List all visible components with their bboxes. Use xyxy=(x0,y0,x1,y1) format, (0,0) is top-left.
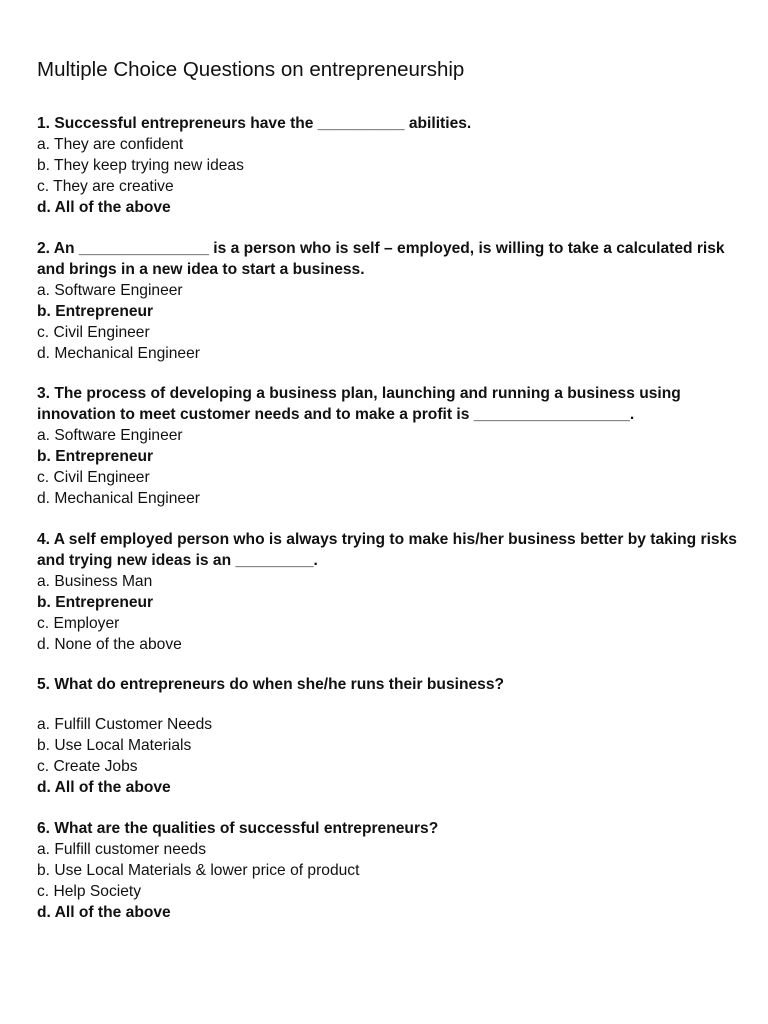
option-b: b. Entrepreneur xyxy=(37,448,154,465)
question-1 xyxy=(37,113,737,218)
option-a: a. Fulfill Customer Needs xyxy=(37,716,213,733)
option-d: d. All of the above xyxy=(37,779,171,796)
option-c: c. Employer xyxy=(37,614,120,632)
option-a: a. Fulfill customer needs xyxy=(37,840,207,858)
option-d: d. Mechanical Engineer xyxy=(37,344,200,362)
question-text: 3. The process of developing a business plan, launching and running a business using innovation to meet customer needs and to make a profit is __________________. xyxy=(37,385,681,423)
question-6 xyxy=(37,818,737,923)
option-a: a. Software Engineer xyxy=(37,427,183,444)
question-4 xyxy=(37,529,737,655)
option-a: a. Business Man xyxy=(37,572,153,590)
option-a: a. They are confident xyxy=(37,136,184,153)
question-text: 6. What are the qualities of successful entrepreneurs? xyxy=(37,819,439,837)
question-2 xyxy=(37,238,737,364)
question-text: 5. What do entrepreneurs do when she/he runs their business? xyxy=(37,676,505,693)
option-c: c. Civil Engineer xyxy=(37,469,150,486)
option-b: b. They keep trying new ideas xyxy=(37,157,244,174)
option-c: c. Create Jobs xyxy=(37,758,138,775)
question-5 xyxy=(37,674,737,798)
option-d: d. Mechanical Engineer xyxy=(37,490,200,507)
option-b: b. Use Local Materials xyxy=(37,737,192,754)
question-text: 1. Successful entrepreneurs have the __________ abilities. xyxy=(37,115,472,132)
question-text: 2. An _______________ is a person who is self – employed, is willing to take a calculated risk and brings in a new idea to start a business. xyxy=(37,239,725,278)
option-a: a. Software Engineer xyxy=(37,281,183,299)
question-3 xyxy=(37,383,737,509)
option-b: b. Use Local Materials & lower price of product xyxy=(37,861,360,879)
option-c: c. They are creative xyxy=(37,178,174,195)
option-b: b. Entrepreneur xyxy=(37,593,154,611)
option-d: d. All of the above xyxy=(37,903,171,921)
option-b: b. Entrepreneur xyxy=(37,302,154,320)
question-text: 4. A self employed person who is always trying to make his/her business better by taking risks and trying new ideas is an _________. xyxy=(37,530,737,569)
document-title: Multiple Choice Questions on entrepreneurship xyxy=(37,58,465,81)
option-d: d. None of the above xyxy=(37,635,182,653)
option-c: c. Civil Engineer xyxy=(37,323,150,341)
option-c: c. Help Society xyxy=(37,882,142,900)
option-d: d. All of the above xyxy=(37,199,171,216)
document-page xyxy=(37,58,737,942)
